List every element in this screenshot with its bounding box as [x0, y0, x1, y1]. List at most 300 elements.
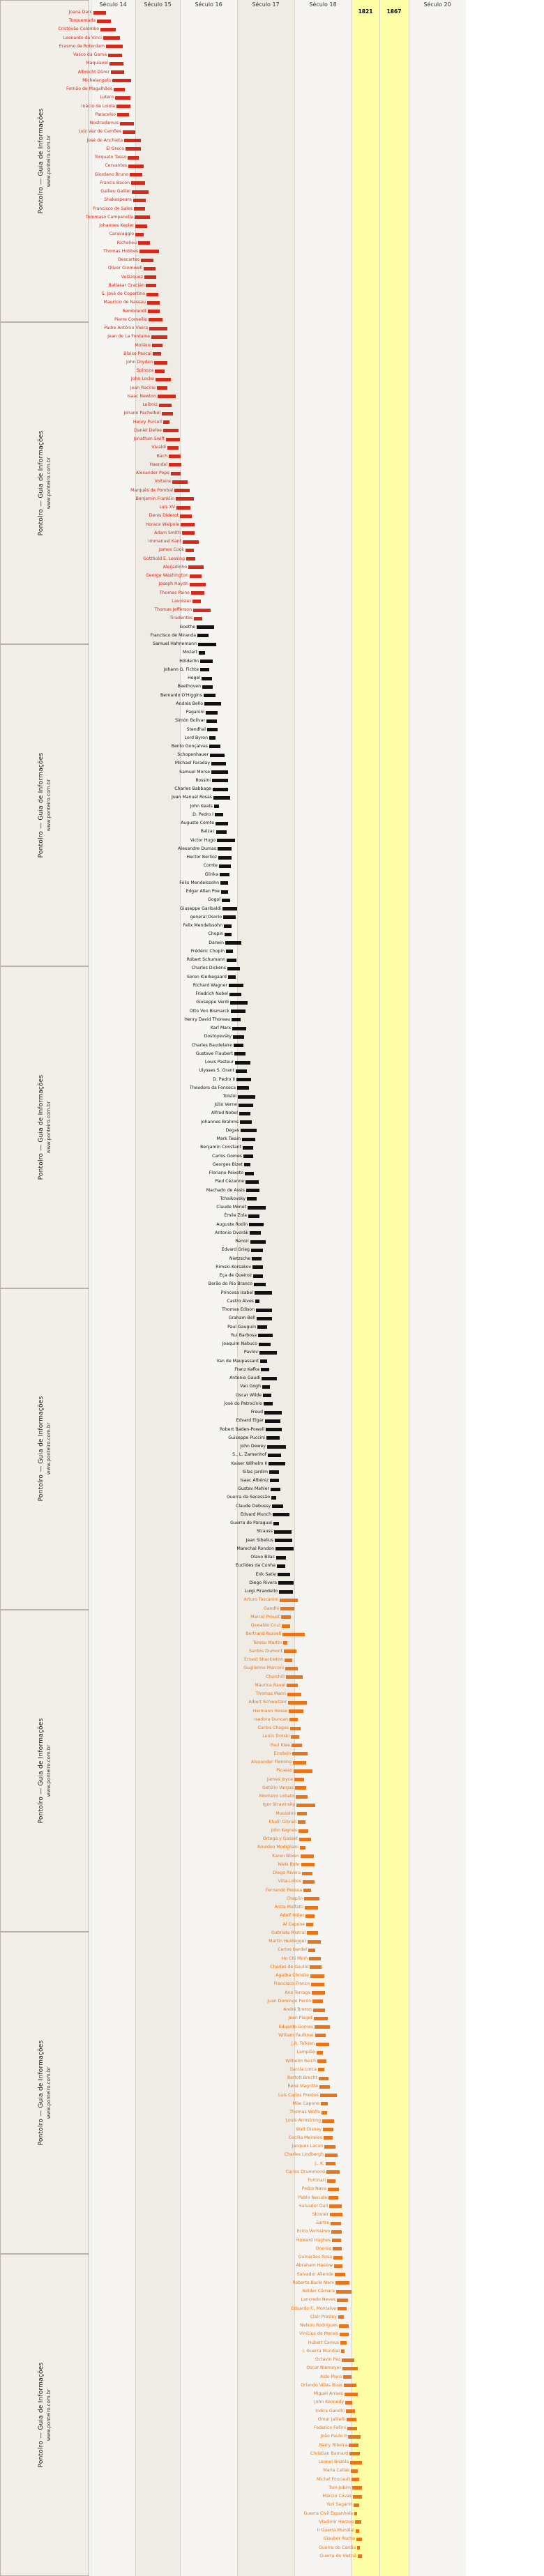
timeline-bar [292, 1744, 302, 1747]
timeline-bar [243, 1146, 253, 1150]
table-row [0, 2238, 544, 2243]
row-label: Einstein [273, 1751, 291, 1756]
timeline-bar [291, 1735, 299, 1739]
table-row [0, 522, 544, 528]
row-label: Francis Bacon [100, 180, 130, 185]
timeline-bar [147, 301, 160, 305]
row-label: Guiseppe Puccini [228, 1435, 265, 1440]
table-row [0, 1683, 544, 1689]
row-label: Francisco de Sales [92, 206, 133, 211]
row-label: Indira Gandhi [315, 2408, 345, 2414]
table-row [0, 479, 544, 485]
table-row [0, 1555, 544, 1560]
row-label: Otto Von Bismarck [189, 1008, 229, 1014]
table-row [0, 1341, 544, 1347]
row-label: Vasco da Gama [73, 52, 107, 58]
timeline-bar [342, 2358, 354, 2362]
table-row [0, 1529, 544, 1534]
timeline-bar [214, 805, 219, 808]
row-label: Agatha Christie [275, 1973, 309, 1979]
timeline-bar [174, 489, 190, 492]
row-label: Jacques Lacan [292, 2144, 323, 2149]
table-row [0, 1256, 544, 1262]
table-row [0, 2468, 544, 2474]
row-label: Joana Darc [68, 10, 92, 15]
timeline-bar [273, 1522, 279, 1525]
table-row [0, 44, 544, 49]
timeline-bar [210, 754, 225, 757]
timeline-bar [323, 2128, 333, 2131]
timeline-bar [245, 1172, 254, 1175]
row-label: Wilhelm Reich [285, 2058, 316, 2064]
row-label: Auguste Comte [181, 821, 214, 826]
row-label: Fernão de Magalhães [66, 86, 112, 92]
row-label: Padre Antônio Vieira [104, 326, 148, 331]
watermark-url: www.ponteiro.com.br [46, 1101, 52, 1153]
table-row [0, 2093, 544, 2098]
table-row [0, 1768, 544, 1774]
timeline-bar [263, 1394, 271, 1397]
table-row [0, 1043, 544, 1049]
timeline-bar [132, 190, 149, 194]
table-row [0, 445, 544, 450]
row-label: Floriano Peixoto [209, 1171, 243, 1176]
table-row [0, 1879, 544, 1884]
table-row [0, 1572, 544, 1578]
table-row [0, 1922, 544, 1928]
timeline-bar [153, 352, 161, 356]
table-row [0, 1162, 544, 1168]
table-row [0, 2554, 544, 2559]
table-row [0, 1709, 544, 1714]
row-label: Benjamin Franklin [135, 496, 174, 501]
timeline-bar [347, 2427, 357, 2430]
table-row [0, 1384, 544, 1389]
row-label: Auguste Rodin [216, 1221, 248, 1227]
row-label: Paul Cézanne [215, 1179, 244, 1184]
row-label: Igor Stravinsky [262, 1802, 295, 1808]
table-row [0, 351, 544, 357]
timeline-bar [271, 1496, 276, 1500]
table-row [0, 2170, 544, 2175]
timeline-bar [192, 600, 201, 603]
row-label: García Lorca [289, 2066, 317, 2072]
timeline-bar [242, 1138, 255, 1141]
century-label: Século 17 [252, 1, 280, 8]
table-row [0, 1085, 544, 1091]
timeline-bar [256, 1309, 272, 1312]
timeline-bar [345, 2393, 358, 2396]
timeline-bar [245, 1180, 259, 1184]
timeline-bar [235, 1061, 250, 1065]
row-label: Lutero [100, 95, 114, 100]
row-label: Richard Wagner [192, 982, 227, 988]
table-row [0, 786, 544, 792]
row-label: Roberto Burle Marx [292, 2280, 334, 2285]
row-label: Barão do Rio Branco [208, 1281, 252, 1287]
table-row [0, 1051, 544, 1057]
table-row [0, 1136, 544, 1142]
timeline-bar [333, 2247, 342, 2250]
row-label: Karen Blixen [272, 1853, 299, 1859]
timeline-bar [128, 165, 144, 168]
timeline-bar [255, 1300, 259, 1303]
row-label: Walt Disney [296, 2126, 322, 2132]
timeline-bar [222, 907, 237, 910]
table-row [0, 718, 544, 724]
row-label: Van de Maupassant [216, 1358, 259, 1364]
timeline-bar [111, 70, 124, 74]
timeline-bar [213, 796, 230, 800]
row-label: John Locke [130, 376, 154, 382]
row-label: Paul Gauguin [227, 1324, 256, 1329]
timeline-bar [340, 2341, 347, 2345]
table-row [0, 975, 544, 980]
row-label: Aleijadinho [163, 564, 187, 570]
timeline-bar [338, 2315, 344, 2319]
table-row [0, 462, 544, 468]
row-label: Oswaldo Cruz [250, 1623, 280, 1629]
table-row [0, 326, 544, 331]
timeline-bar [218, 856, 232, 860]
table-row [0, 1546, 544, 1552]
timeline-bar [106, 45, 123, 48]
timeline-bar [190, 583, 206, 586]
row-label: Salvador Dalí [299, 2203, 328, 2209]
table-row [0, 163, 544, 169]
year-label-1821: 1821 [358, 8, 373, 15]
row-label: Franz Kafka [234, 1366, 259, 1372]
timeline-bar [166, 438, 180, 441]
timeline-bar [332, 2239, 341, 2242]
row-label: Paul Klee [270, 1742, 290, 1748]
timeline-bar [261, 1368, 269, 1371]
row-label: William Faulkner [278, 2032, 314, 2038]
timeline-bar [169, 455, 181, 458]
table-row [0, 2152, 544, 2158]
table-row [0, 1000, 544, 1005]
timeline-bar [176, 506, 190, 510]
row-label: John Kennedy [314, 2400, 344, 2405]
table-row [0, 1179, 544, 1184]
row-label: Luiz Vaz de Camões [78, 129, 121, 135]
row-label: Paracelso [95, 112, 116, 117]
timeline-bar [354, 2512, 357, 2515]
table-row [0, 906, 544, 912]
table-row [0, 1478, 544, 1484]
row-label: Renoir [235, 1239, 249, 1244]
table-row [0, 317, 544, 323]
timeline-bar [254, 1283, 266, 1286]
timeline-bar [234, 1052, 245, 1055]
table-row [0, 701, 544, 707]
table-row [0, 1811, 544, 1817]
row-label: Michel Foucault [316, 2476, 350, 2482]
row-label: Giuseppe Verdi [196, 1000, 229, 1005]
watermark-title: Pontolro — Guia de Informações [38, 2040, 45, 2146]
row-label: Adam Smith [154, 530, 181, 535]
table-row [0, 547, 544, 553]
row-label: Karl Marx [210, 1026, 231, 1031]
table-row [0, 590, 544, 596]
row-label: Andrés Bello [176, 701, 203, 706]
table-row [0, 2204, 544, 2209]
row-label: Torquemada [68, 18, 96, 24]
row-label: Charles de Gaulle [270, 1964, 308, 1969]
timeline-bar [353, 2495, 362, 2499]
row-label: Cecília Meireles [288, 2135, 322, 2140]
table-row [0, 2451, 544, 2457]
table-row [0, 2331, 544, 2337]
row-label: Amedeo Modigliani [257, 1845, 299, 1850]
timeline-bar [275, 1539, 292, 1542]
timeline-bar [309, 1957, 321, 1960]
row-label: Vivaldi [151, 445, 166, 450]
row-label: Castro Alves [227, 1298, 254, 1304]
row-label: Lord Byron [184, 735, 208, 740]
row-label: Antonio Gaudí [229, 1375, 260, 1381]
row-label: Ana Terroga [285, 1990, 310, 1995]
table-row [0, 1956, 544, 1962]
timeline-bar [236, 1069, 247, 1073]
table-row [0, 1820, 544, 1825]
table-row [0, 1896, 544, 1902]
timeline-bar [251, 1249, 263, 1252]
timeline-bar [269, 1462, 285, 1465]
timeline-bar [352, 2486, 362, 2490]
timeline-bar [93, 11, 106, 15]
table-row [0, 2067, 544, 2073]
table-row [0, 2323, 544, 2329]
table-row [0, 1325, 544, 1330]
timeline-bar [227, 959, 236, 962]
timeline-bar [194, 617, 202, 620]
table-row [0, 1444, 544, 1449]
row-label: Guerra do Cardia [319, 2545, 356, 2550]
row-label: Gustav Mahler [238, 1486, 269, 1492]
row-label: Benjamin Constant [200, 1145, 241, 1150]
table-row [0, 1017, 544, 1023]
timeline-bar [220, 873, 229, 876]
timeline-bar [279, 1590, 293, 1594]
row-label: Richelieu [116, 240, 137, 245]
timeline-bar [308, 1940, 321, 1944]
table-row [0, 10, 544, 15]
table-row [0, 1640, 544, 1646]
table-row [0, 2272, 544, 2278]
table-row [0, 641, 544, 647]
table-row [0, 275, 544, 280]
timeline-bar [322, 2119, 334, 2123]
row-label: George Washington [146, 573, 188, 579]
row-label: Louis Armstrong [285, 2118, 321, 2124]
table-row [0, 1700, 544, 1705]
table-row [0, 983, 544, 989]
row-label: Princesa Isabel [220, 1290, 253, 1295]
timeline-bar [239, 1112, 250, 1115]
timeline-bar [130, 173, 142, 176]
row-label: Caravaggio [109, 231, 134, 237]
watermark-title: Pontolro — Guia de Informações [38, 108, 45, 214]
row-label: Mark Twain [216, 1136, 241, 1142]
row-label: Guinarães Rosa [298, 2255, 332, 2260]
row-label: Isaac Albéniz [240, 1477, 269, 1483]
timeline-bar [186, 557, 195, 561]
row-label: Félix Mendelssohn [179, 880, 219, 885]
row-label: J.R. Tolkien [291, 2041, 315, 2047]
row-label: Yuri Sagarin [326, 2502, 352, 2508]
table-row [0, 1631, 544, 1637]
timeline-bar [273, 1513, 289, 1516]
table-row [0, 1239, 544, 1244]
timeline-bar [116, 105, 130, 108]
row-label: James Joyce [266, 1776, 293, 1782]
watermark-url: www.ponteiro.com.br [46, 457, 52, 510]
table-row [0, 505, 544, 510]
table-row [0, 2443, 544, 2448]
timeline-bar [349, 2444, 358, 2447]
timeline-bar [316, 2043, 329, 2046]
table-row [0, 61, 544, 66]
timeline-bar [258, 1334, 273, 1337]
timeline-bar [139, 250, 159, 253]
row-label: Robert Schumann [186, 957, 225, 963]
timeline-bar [135, 215, 150, 219]
table-row [0, 1230, 544, 1236]
row-label: Gotthold E. Lessing [143, 556, 185, 561]
timeline-bar [144, 267, 156, 270]
timeline-bar [243, 1154, 253, 1158]
timeline-bar [209, 736, 216, 740]
row-label: Galileu Galilei [100, 189, 130, 195]
row-label: Nostradamus [89, 121, 119, 126]
table-row [0, 420, 544, 425]
timeline-bar [232, 1027, 246, 1030]
timeline-bar [304, 1897, 319, 1900]
timeline-bar [356, 2529, 359, 2533]
table-row [0, 991, 544, 997]
table-row [0, 1973, 544, 1979]
timeline-bar [295, 1786, 306, 1790]
timeline-bar [181, 523, 195, 526]
century-label: Século 15 [144, 1, 172, 8]
table-row [0, 257, 544, 263]
row-label: Oliver Cromwell [107, 266, 142, 271]
row-label: Tommaso Campanella [85, 214, 133, 220]
timeline-bar [334, 2264, 342, 2268]
table-row [0, 496, 544, 502]
row-label: Guglielmo Marconi [243, 1666, 284, 1671]
table-row [0, 197, 544, 203]
table-row [0, 795, 544, 800]
table-row [0, 36, 544, 41]
table-row [0, 2520, 544, 2525]
timeline-bar [260, 1359, 267, 1363]
table-row [0, 1247, 544, 1253]
table-row [0, 1333, 544, 1339]
timeline-bar [216, 822, 228, 825]
timeline-bar [224, 924, 232, 928]
table-row [0, 2357, 544, 2363]
row-label: Barry Ribeira [319, 2442, 347, 2448]
table-row [0, 838, 544, 844]
table-row [0, 2485, 544, 2491]
table-row [0, 736, 544, 741]
table-row [0, 633, 544, 639]
row-label: Thomas Edison [222, 1307, 255, 1313]
timeline-bar [220, 881, 228, 885]
timeline-bar [287, 1693, 301, 1696]
row-label: Voltaire [154, 479, 171, 485]
table-row [0, 1145, 544, 1150]
timeline-bar [97, 20, 111, 23]
table-row [0, 1725, 544, 1731]
table-row [0, 300, 544, 305]
timeline-bar [296, 1795, 308, 1799]
row-label: José de Anchieta [86, 137, 123, 143]
row-label: Felix Mendelssohn [183, 923, 222, 929]
row-label: Giordano Bruno [94, 172, 128, 177]
row-label: Strauss [256, 1529, 273, 1534]
table-row [0, 2144, 544, 2149]
table-row [0, 1410, 544, 1415]
table-row [0, 2545, 544, 2551]
row-label: Gogol [207, 897, 220, 903]
table-row [0, 18, 544, 24]
timeline-bar [212, 779, 228, 782]
timeline-bar [264, 1402, 273, 1405]
row-label: Dostoyevsky [204, 1034, 232, 1039]
row-label: S. José de Copertino [101, 291, 145, 297]
timeline-bar [124, 139, 141, 142]
timeline-bar [146, 293, 158, 296]
timeline-bar [331, 2222, 341, 2225]
row-label: Hermann Hesse [252, 1708, 287, 1714]
table-row [0, 411, 544, 416]
row-label: Simón Bolívar [175, 718, 205, 724]
table-row [0, 744, 544, 749]
row-label: Charles Babbage [174, 786, 211, 792]
watermark-title: Pontolro — Guia de Informações [38, 2362, 45, 2468]
table-row [0, 52, 544, 58]
timeline-bar [250, 1231, 261, 1235]
row-label: John Keats [190, 803, 213, 809]
timeline-bar [302, 1872, 312, 1875]
timeline-bar [319, 2085, 330, 2089]
timeline-bar [296, 1804, 315, 1807]
table-row [0, 761, 544, 766]
table-row [0, 1521, 544, 1526]
row-label: Rembrandt [122, 308, 146, 314]
timeline-bar [280, 1599, 298, 1602]
timeline-bar [314, 2017, 328, 2020]
timeline-bar [281, 1615, 291, 1619]
timeline-bar [169, 463, 181, 466]
timeline-bar [315, 2025, 330, 2029]
table-row [0, 1452, 544, 1458]
table-row [0, 1205, 544, 1210]
row-label: Thomas Wolfe [289, 2110, 320, 2115]
row-label: René Magritte [287, 2084, 318, 2089]
timeline-bar [197, 634, 209, 637]
watermark-url: www.ponteiro.com.br [46, 2066, 52, 2119]
table-row [0, 607, 544, 613]
table-row [0, 2178, 544, 2183]
row-label: Lampião [296, 2050, 315, 2055]
table-row [0, 2400, 544, 2405]
timeline-bar [346, 2409, 355, 2413]
timeline-bar [348, 2435, 361, 2439]
